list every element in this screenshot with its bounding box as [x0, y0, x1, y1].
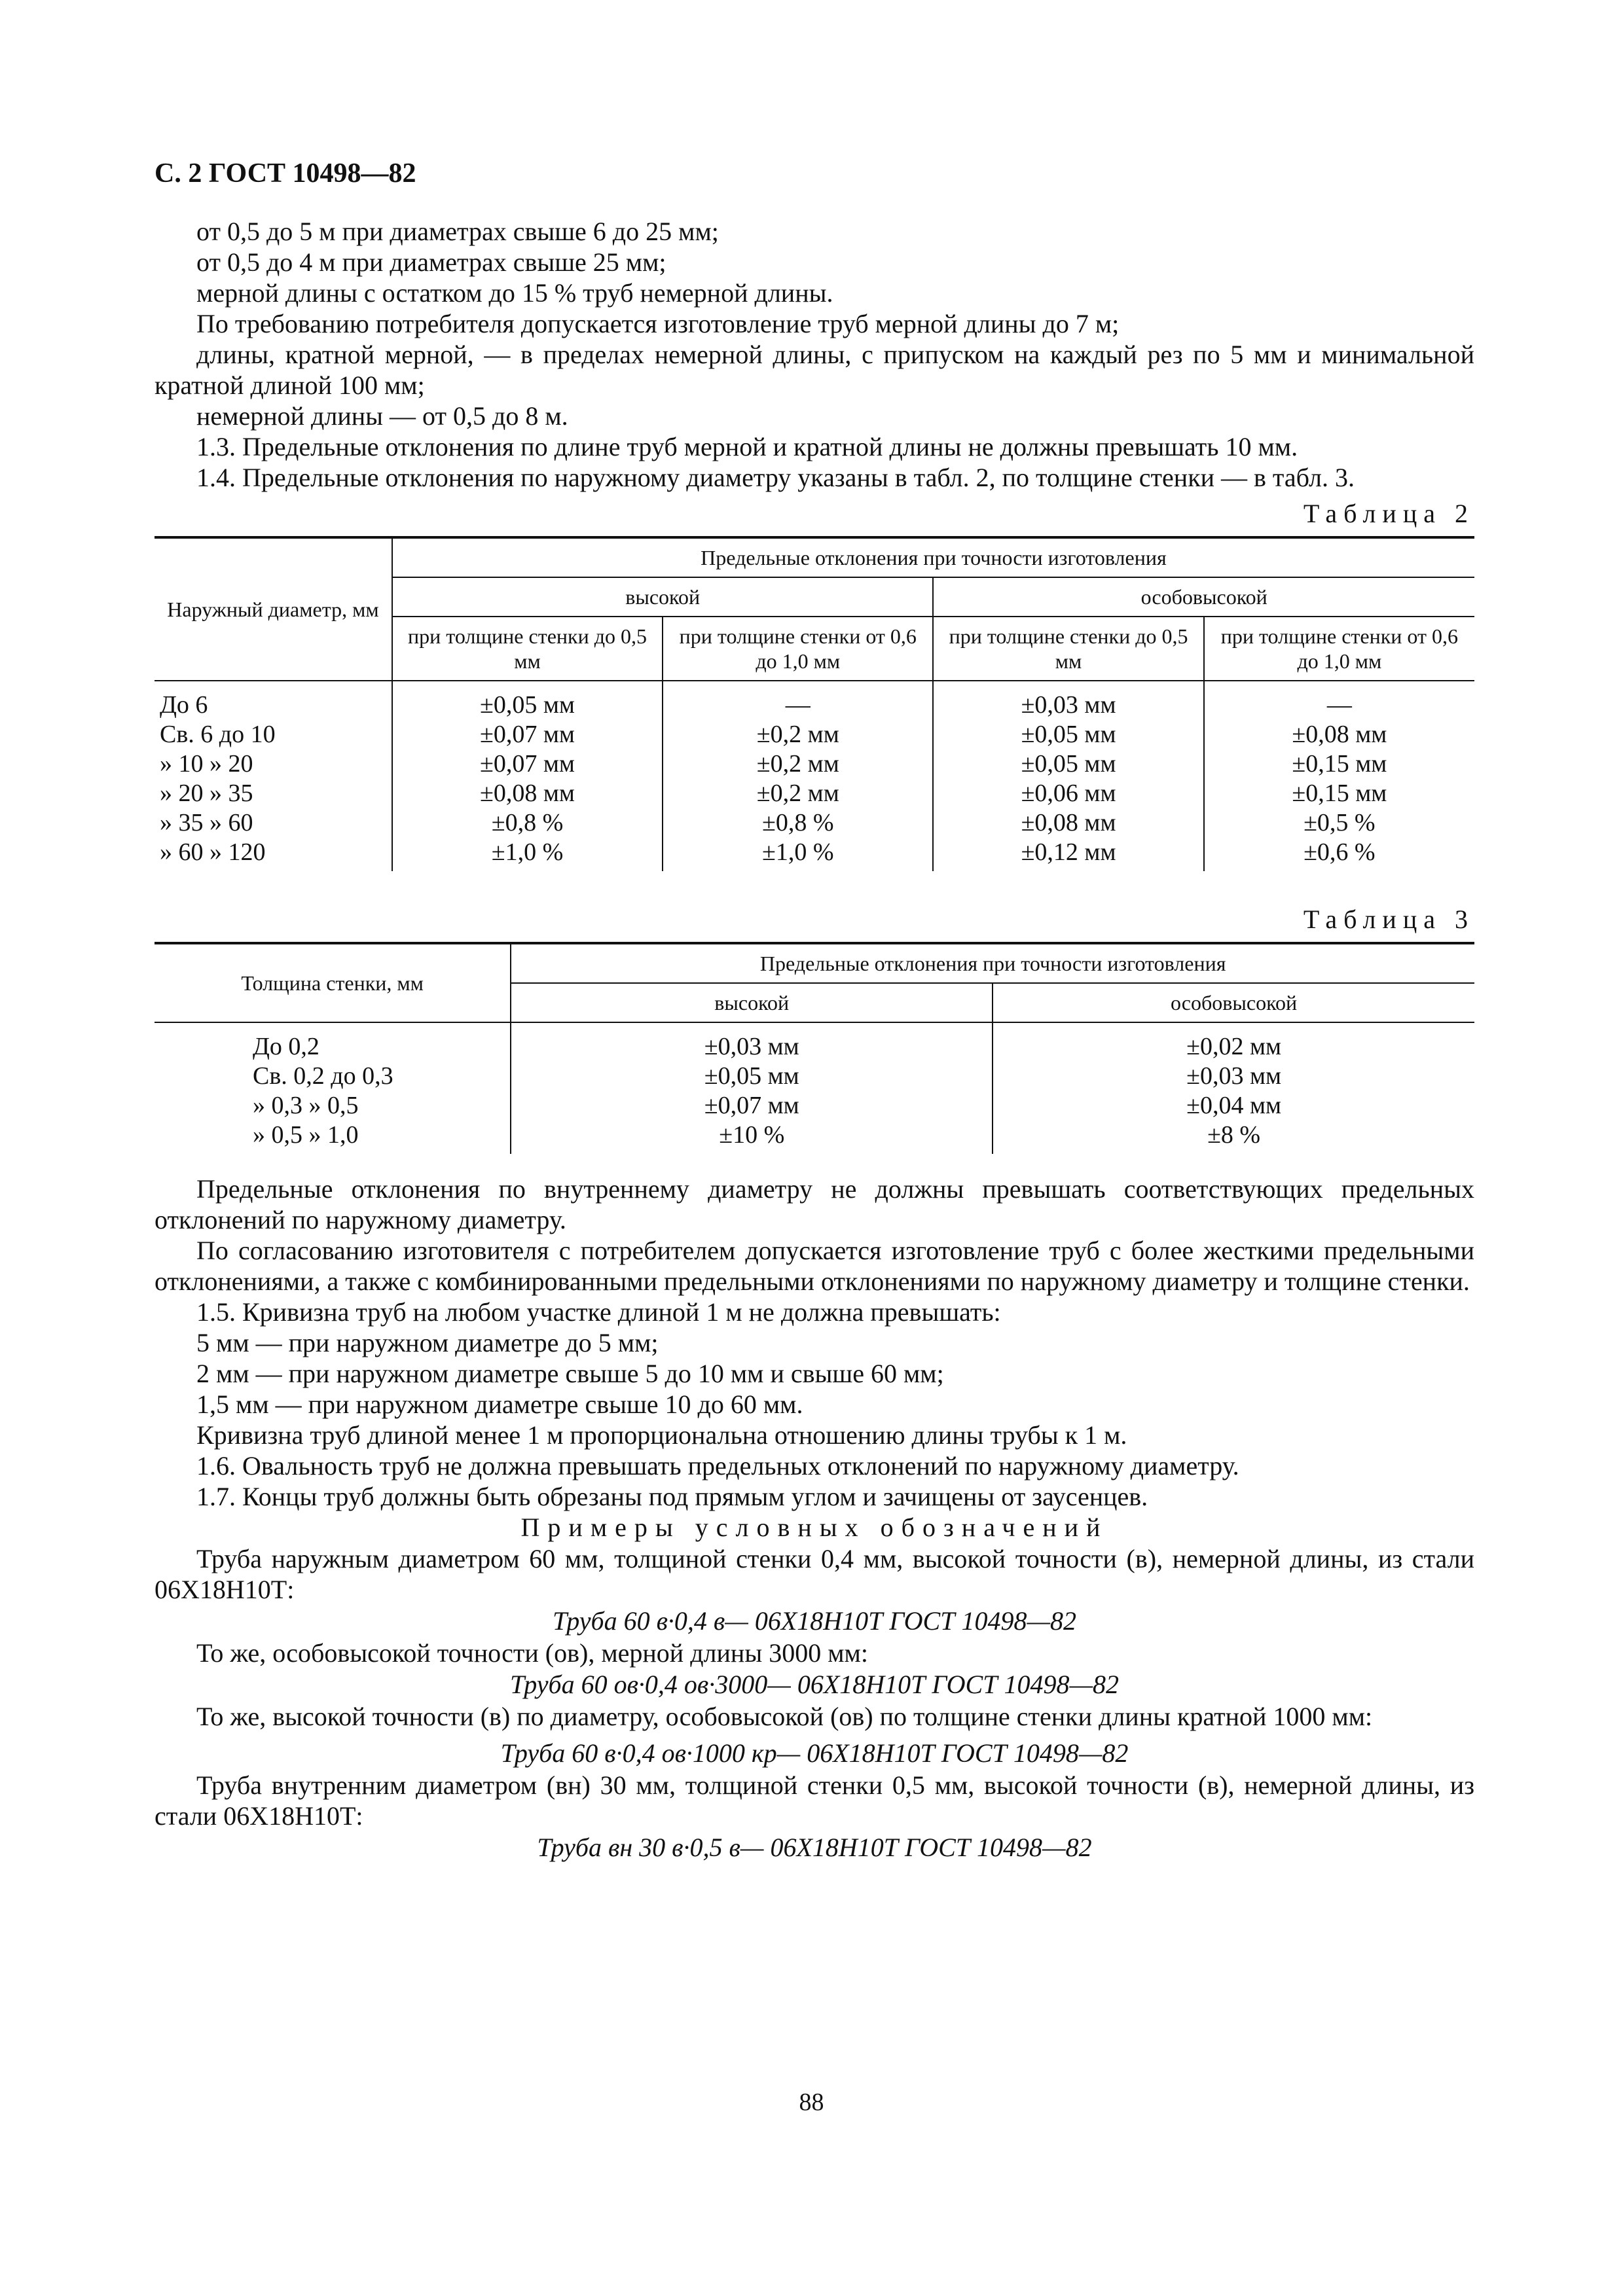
table-cell: » 35 » 60 — [160, 809, 253, 836]
paragraph: 2 мм — при наружном диаметре свыше 5 до 10 мм и свыше 60 мм; — [196, 1359, 944, 1388]
table-cell: ±0,2 мм — [663, 749, 933, 779]
table-cell: ±0,07 мм — [392, 749, 663, 779]
table-row — [155, 808, 1474, 838]
table-cell: ±0,05 мм — [392, 681, 663, 720]
table-cell: ±0,03 мм — [933, 681, 1203, 720]
table-cell: » 20 » 35 — [160, 780, 253, 807]
table-cell: До 0,2 — [253, 1033, 319, 1060]
table2-header-sub: при толщине стенки от 0,6 до 1,0 мм — [1204, 617, 1474, 681]
table-cell: ±1,0 % — [392, 838, 663, 871]
table2-header-group: Предельные отклонения при точности изготовления — [392, 537, 1474, 577]
table-cell: ±0,07 мм — [392, 720, 663, 749]
table2-header-extra-high: особовысокой — [933, 577, 1474, 617]
table3-caption: Таблица 3 — [1303, 905, 1474, 934]
table-row — [155, 749, 1474, 779]
table-cell: ±0,06 мм — [933, 779, 1203, 808]
paragraph: 1.6. Овальность труб не должна превышать предельных отклонений по наружному диаметру. — [196, 1451, 1239, 1480]
document-page — [155, 157, 1474, 1864]
table-cell: — — [1204, 681, 1474, 720]
examples-heading: Примеры условных обозначений — [520, 1513, 1108, 1542]
table-row — [155, 681, 1474, 720]
table2-header-sub: при толщине стенки до 0,5 мм — [392, 617, 663, 681]
table-row — [155, 1022, 1474, 1062]
table-cell: ±0,6 % — [1204, 838, 1474, 871]
paragraph: 1.7. Концы труб должны быть обрезаны под прямым углом и зачищены от заусенцев. — [196, 1482, 1148, 1511]
table2-caption: Таблица 2 — [1303, 499, 1474, 528]
table-cell: ±0,08 мм — [933, 808, 1203, 838]
example-text: То же, особовысокой точности (ов), мерной длины 3000 мм: — [196, 1638, 868, 1668]
table-cell: ±0,05 мм — [933, 720, 1203, 749]
table2-header-diameter: Наружный диаметр, мм — [155, 537, 392, 681]
table-cell: ±0,2 мм — [663, 779, 933, 808]
table-cell: ±0,5 % — [1204, 808, 1474, 838]
table-cell: — — [663, 681, 933, 720]
table-cell: ±0,15 мм — [1204, 749, 1474, 779]
table3-header-wall: Толщина стенки, мм — [155, 943, 511, 1022]
table2-header-sub: при толщине стенки от 0,6 до 1,0 мм — [663, 617, 933, 681]
table-row — [155, 1121, 1474, 1154]
table-cell: » 0,3 » 0,5 — [253, 1092, 359, 1119]
table3 — [155, 942, 1474, 1154]
table-cell: ±0,05 мм — [933, 749, 1203, 779]
table-cell: » 10 » 20 — [160, 750, 253, 778]
table-cell: ±0,8 % — [392, 808, 663, 838]
example-designation: Труба 60 в·0,4 ов·1000 кр— 06Х18Н10Т ГОСТ 10498—82 — [500, 1738, 1129, 1768]
table-cell: ±0,03 мм — [993, 1062, 1474, 1091]
example-designation: Труба 60 в·0,4 в— 06Х18Н10Т ГОСТ 10498—82 — [552, 1606, 1077, 1636]
table-cell: ±0,8 % — [663, 808, 933, 838]
table2 — [155, 536, 1474, 871]
table-cell: ±0,04 мм — [993, 1091, 1474, 1121]
example-text: То же, высокой точности (в) по диаметру, особовысокой (ов) по толщине стенки длины кратной 1000 мм: — [196, 1702, 1373, 1731]
table-cell: ±0,02 мм — [993, 1022, 1474, 1062]
table-cell: ±0,08 мм — [392, 779, 663, 808]
paragraph: от 0,5 до 4 м при диаметрах свыше 25 мм; — [196, 247, 666, 277]
paragraph: Кривизна труб длиной менее 1 м пропорциональна отношению длины трубы к 1 м. — [196, 1420, 1127, 1450]
paragraph: 1.4. Предельные отклонения по наружному диаметру указаны в табл. 2, по толщине стенки — в табл. 3. — [196, 463, 1355, 492]
table-cell: » 60 » 120 — [160, 838, 266, 866]
table-cell: ±0,07 мм — [511, 1091, 993, 1121]
table2-header-sub: при толщине стенки до 0,5 мм — [933, 617, 1203, 681]
table-cell: ±0,08 мм — [1204, 720, 1474, 749]
table-cell: ±0,03 мм — [511, 1022, 993, 1062]
paragraph: немерной длины — от 0,5 до 8 м. — [196, 401, 568, 431]
paragraph: мерной длины с остатком до 15 % труб немерной длины. — [196, 278, 833, 308]
paragraph: от 0,5 до 5 м при диаметрах свыше 6 до 25 мм; — [196, 217, 719, 246]
table-cell: ±0,12 мм — [933, 838, 1203, 871]
table-cell: ±0,15 мм — [1204, 779, 1474, 808]
table3-header-extra-high: особовысокой — [993, 983, 1474, 1022]
paragraph: По согласованию изготовителя с потребителем допускается изготовление труб с более жесткими предельными отклонениями, а также с комбинированными предельными отклонениями по наружному диаметру и толщине стенки. — [155, 1236, 1474, 1296]
table-row — [155, 1091, 1474, 1121]
table3-header-high: высокой — [511, 983, 993, 1022]
table-row — [155, 838, 1474, 871]
paragraph: Предельные отклонения по внутреннему диаметру не должны превышать соответствующих предельных отклонений по наружному диаметру. — [155, 1174, 1474, 1234]
table-cell: ±10 % — [511, 1121, 993, 1154]
page-header: С. 2 ГОСТ 10498—82 — [155, 158, 416, 188]
paragraph: 5 мм — при наружном диаметре до 5 мм; — [196, 1328, 659, 1357]
table-cell: ±8 % — [993, 1121, 1474, 1154]
table-row — [155, 720, 1474, 749]
table-cell: Св. 0,2 до 0,3 — [253, 1062, 393, 1090]
table-cell: ±0,2 мм — [663, 720, 933, 749]
table-cell: Св. 6 до 10 — [160, 721, 276, 748]
table-cell: До 6 — [160, 691, 208, 719]
paragraph: 1.5. Кривизна труб на любом участке длиной 1 м не должна превышать: — [196, 1297, 1001, 1327]
example-designation: Труба вн 30 в·0,5 в— 06Х18Н10Т ГОСТ 10498—82 — [537, 1833, 1092, 1862]
table-row — [155, 779, 1474, 808]
table-row — [155, 1062, 1474, 1091]
paragraph: 1.3. Предельные отклонения по длине труб мерной и кратной длины не должны превышать 10 мм. — [196, 432, 1298, 461]
table3-header-group: Предельные отклонения при точности изготовления — [511, 943, 1474, 983]
example-designation: Труба 60 ов·0,4 ов·3000— 06Х18Н10Т ГОСТ 10498—82 — [509, 1670, 1120, 1699]
example-text: Труба наружным диаметром 60 мм, толщиной стенки 0,4 мм, высокой точности (в), немерной длины, из стали 06Х18Н10Т: — [155, 1544, 1474, 1604]
page-number: 88 — [799, 2089, 824, 2116]
table2-header-high: высокой — [392, 577, 934, 617]
paragraph: По требованию потребителя допускается изготовление труб мерной длины до 7 м; — [196, 309, 1120, 338]
table-cell: » 0,5 » 1,0 — [253, 1121, 359, 1149]
table-cell: ±0,05 мм — [511, 1062, 993, 1091]
table-cell: ±1,0 % — [663, 838, 933, 871]
paragraph: 1,5 мм — при наружном диаметре свыше 10 до 60 мм. — [196, 1390, 803, 1419]
paragraph: длины, кратной мерной, — в пределах немерной длины, с припуском на каждый рез по 5 мм и минимальной кратной длиной 100 мм; — [155, 340, 1474, 400]
example-text: Труба внутренним диаметром (вн) 30 мм, толщиной стенки 0,5 мм, высокой точности (в), немерной длины, из стали 06Х18Н10Т: — [155, 1770, 1474, 1831]
